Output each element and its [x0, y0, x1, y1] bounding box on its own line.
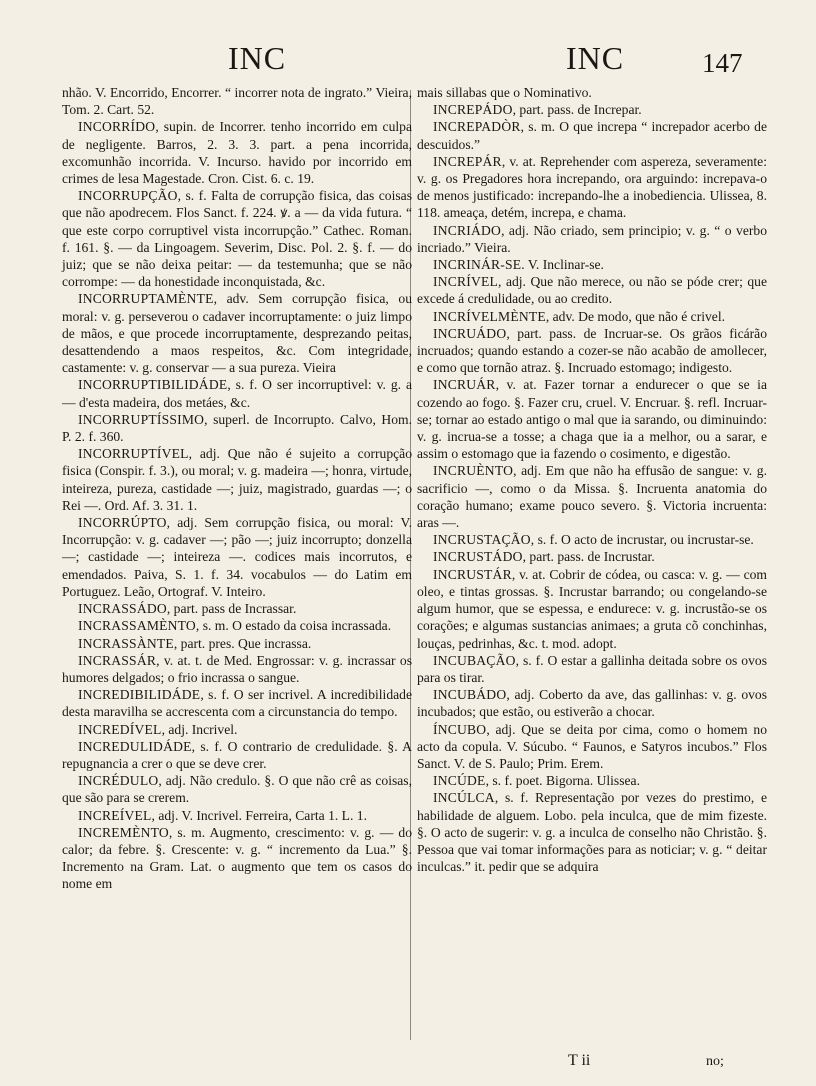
dictionary-entry	[417, 686, 767, 720]
entry-headword: INCREDÍVEL	[78, 721, 162, 737]
entry-headword: INCRUÈNTO	[433, 463, 514, 479]
entry-text: , adj. Coberto da ave, das gallinhas: v. g. ovos incubados; que estão, ou estiverão a chocar.	[417, 687, 767, 720]
entry-text: , s. f. Falta de corrupção fisica, das coisas que não apodrecem. Flos Sanct. f. 224. ꝟ. a — da vida futura. “ que este corpo corruptivel vista incorrupção.” Cathec. Roman. f. 161. §. — da Lingoagem. Severim, Disc. Pol. 2. §. f. — do juiz; que se não deixa peitar: — da testemunha; que se não corrompe: — da honestidade inconquistada, &c.	[62, 188, 412, 290]
dictionary-entry	[62, 652, 412, 686]
right-column	[417, 84, 767, 875]
entry-headword: ÍNCUBO	[433, 721, 487, 737]
entry-headword: INCRUÁDO	[433, 325, 507, 341]
left-column	[62, 84, 412, 893]
dictionary-entry	[62, 738, 412, 772]
entry-headword: INCRÍVELMÈNTE	[433, 308, 546, 324]
entry-headword: INCORRÍDO	[78, 119, 156, 135]
entry-text: , supin. de Incorrer. tenho incorrido em culpa de negligente. Barros, 2. 3. 3. part. a pena incorrida, excomunhão incorrida. V. Incurso. havido por incorrido em crimes de lesa Magestade. Cron. Cist. 6. c. 19.	[62, 119, 412, 187]
entry-headword: INCRUSTAÇÃO	[433, 532, 531, 548]
dictionary-entry	[62, 445, 412, 514]
entry-text: , s. f. poet. Bigorna. Ulissea.	[485, 773, 640, 789]
dictionary-entry	[62, 721, 412, 738]
catchword: no;	[706, 1054, 724, 1069]
entry-text: , adj. Não criado, sem principio; v. g. “ o verbo incriado.” Vieira.	[417, 222, 767, 255]
dictionary-entry	[417, 531, 767, 548]
dictionary-entry	[417, 772, 767, 789]
entry-text: , adj. Não credulo. §. O que não crê as coisas, que são para se crerem.	[62, 773, 412, 806]
entry-text: , s. f. O acto de incrustar, ou incrustar-se.	[530, 532, 754, 548]
dictionary-entry	[417, 256, 767, 273]
dictionary-entry	[62, 84, 412, 118]
entry-text: , s. f. O ser incrivel. A incredibilidade desta maravilha se accrescenta com a circunstancia do tempo.	[62, 687, 412, 720]
entry-headword: INCREPÁR	[433, 153, 502, 169]
entry-headword: INCRASSAMÈNTO	[78, 618, 196, 634]
entry-headword: INCÚDE	[433, 773, 486, 789]
entry-text: , part. pres. Que incrassa.	[173, 635, 312, 651]
dictionary-entry	[417, 566, 767, 652]
dictionary-entry	[62, 617, 412, 634]
entry-headword: INCORRUPTAMÈNTE	[78, 291, 214, 307]
entry-text: , adj. Que não merece, ou não se póde crer; que excede á credulidade, ou ao credito.	[417, 274, 767, 307]
header-left-word: INC	[228, 40, 287, 76]
dictionary-entry	[417, 308, 767, 325]
entry-text: , adj. Em que não ha effusão de sangue: v. g. sacrificio —, como o da Missa. §. Incruenta anatomia do coração humano; exame pouco severo. §. Victoria incruenta: aras —.	[417, 463, 767, 531]
dictionary-entry	[62, 187, 412, 290]
dictionary-entry	[417, 84, 767, 101]
dictionary-entry	[62, 686, 412, 720]
entry-text: mais sillabas que o Nominativo.	[417, 85, 592, 100]
entry-text: , s. m. O que increpa “ increpador acerbo de descuidos.”	[417, 119, 767, 152]
entry-text: , adv. De modo, que não é crivel.	[545, 308, 726, 324]
dictionary-entry	[62, 824, 412, 893]
entry-headword: INCREDULIDÁDE	[78, 738, 192, 754]
entry-headword: INCREDIBILIDÁDE	[78, 687, 201, 703]
entry-text: , s. m. Augmento, crescimento: v. g. — do calor; da febre. §. Crescente: v. g. “ incremento da Lua.” §. Incremento na Gram. Lat. o augmento que tem os casos do nome em	[62, 824, 412, 892]
dictionary-entry	[417, 376, 767, 462]
entry-headword: INCRUSTÁDO	[433, 549, 523, 565]
header-right-word: INC	[566, 40, 625, 76]
dictionary-entry	[417, 548, 767, 565]
entry-text: , superl. de Incorrupto. Calvo, Hom. P. 2. f. 360.	[62, 411, 412, 445]
entry-text: , part. pass. de Increpar.	[512, 102, 642, 118]
entry-text: , adj. V. Incrivel. Ferreira, Carta 1. L. 1.	[151, 807, 367, 823]
entry-text: , part. pass. de Incruar-se. Os grãos ficárão incruados; quando estando a cozer-se não acabão de amollecer, e como que tornão atraz. §. Incruado estomago; indigesto.	[417, 325, 767, 376]
dictionary-entry	[62, 635, 412, 652]
dictionary-entry	[417, 652, 767, 686]
entry-headword: INCRASSÀNTE	[78, 635, 174, 651]
entry-headword: INCRUSTÁR	[433, 566, 512, 582]
entry-headword: INCRIÁDO	[433, 222, 502, 238]
entry-headword: INCORRUPÇÃO	[78, 188, 178, 204]
entry-text: , adj. Que não é sujeito a corrupção fisica (Conspir. f. 3.), ou moral; v. g. madeira —; honra, virtude, inteireza, pureza, castidade —; juiz, magistrado, guardas —; o Rei —. Ord. Af. 3. 31. 1.	[62, 446, 412, 513]
entry-text: . V. Inclinar-se.	[521, 257, 604, 273]
entry-text: , v. at. Fazer tornar a endurecer o que se ia cozendo ao fogo. §. Fazer cru, cruel. V. Encruar. §. refl. Incruar-se; tornar ao estado antigo o mal que ia sarando, ou diminuindo: v. g. incrua-se a tosse; a chaga que ia a melhor, ou a sarar, e assim o estomago que ia fazendo o cosimento, e digestão.	[417, 377, 767, 462]
dictionary-entry	[417, 721, 767, 773]
dictionary-entry	[62, 118, 412, 187]
dictionary-entry	[417, 118, 767, 152]
entry-text: , part. pass. de Incrustar.	[522, 549, 655, 565]
entry-headword: INCREPADÒR	[433, 119, 521, 135]
entry-headword: INCUBAÇÃO	[433, 652, 516, 668]
entry-headword: INCUBÁDO	[433, 687, 507, 703]
entry-headword: INCÚLCA	[433, 790, 495, 806]
entry-headword: INCRÉDULO	[78, 773, 159, 789]
entry-text: nhão. V. Encorrido, Encorrer. “ incorrer nota de ingrato.” Vieira, Tom. 2. Cart. 52.	[62, 85, 412, 118]
dictionary-entry	[62, 772, 412, 806]
page-footer	[0, 1052, 816, 1076]
entry-text: , part. pass de Incrassar.	[166, 601, 297, 617]
dictionary-entry	[62, 290, 412, 376]
dictionary-entry	[62, 514, 412, 600]
entry-headword: INCRUÁR	[433, 377, 496, 393]
entry-headword: INCREPÁDO	[433, 102, 513, 118]
entry-headword: INCRASSÁDO	[78, 601, 167, 617]
dictionary-entry	[62, 376, 412, 410]
entry-headword: INCREMÈNTO	[78, 824, 169, 840]
entry-text: , s. f. O contrario de credulidade. §. A repugnancia a crer o que se deve crer.	[62, 738, 412, 771]
entry-text: , adj. Incrivel.	[161, 721, 238, 737]
entry-headword: INCRÍVEL	[433, 274, 499, 290]
entry-headword: INCORRUPTÍVEL	[78, 446, 189, 462]
entry-text: , v. at. t. de Med. Engrossar: v. g. incrassar os humores delgados; o frio incrassa o sangue.	[62, 652, 412, 685]
signature-mark: T ii	[568, 1052, 591, 1069]
entry-text: , adj. Sem corrupção fisica, ou moral: V. Incorrupção: v. g. cadaver —; pão —; juiz incorrupto; donzella —; castidade —; inteireza —. codices mais incorrutos, e emendados. Paiva, S. 1. f. 34. vocabulos — do Latim em Portuguez. Leão, Ortograf. V. Inteiro.	[62, 515, 412, 599]
entry-headword: INCORRUPTIBILIDÁDE	[78, 377, 228, 393]
dictionary-entry	[62, 600, 412, 617]
entry-text: , adj. Que se deita por cima, como o homem no acto da copula. V. Súcubo. “ Faunos, e Satyros incubos.” Flos Sanct. V. de S. Paulo; Prim. Erem.	[417, 721, 767, 771]
page-number: 147	[702, 48, 743, 78]
entry-headword: INCORRUPTÍSSIMO	[78, 411, 205, 427]
entry-text: , adv. Sem corrupção fisica, ou moral: v. g. perseverou o cadaver incorruptamente: o juiz limpo de mãos, e que procede incorruptamente, desprezando peitas, desattendendo a maos respeitos, &c. Com integridade, castamente: v. g. conservar — a sua pureza. Vieira	[62, 291, 412, 376]
dictionary-entry	[417, 222, 767, 256]
entry-text: , s. m. O estado da coisa incrassada.	[195, 618, 392, 634]
entry-headword: INCREÍVEL	[78, 807, 152, 823]
dictionary-entry	[62, 807, 412, 824]
entry-text: , s. f. O estar a gallinha deitada sobre os ovos para os tirar.	[417, 652, 767, 685]
dictionary-entry	[417, 101, 767, 118]
dictionary-entry	[417, 789, 767, 875]
entry-text: , s. f. O ser incorruptivel: v. g. a — d'esta madeira, dos metáes, &c.	[62, 377, 412, 410]
running-header	[0, 40, 816, 80]
dictionary-entry	[417, 273, 767, 307]
entry-headword: INCRINÁR-SE	[433, 257, 522, 273]
dictionary-entry	[417, 462, 767, 531]
entry-text: , s. f. Representação por vezes do prestimo, e habilidade de alguem. Lobo. pela inculca, que de mim fizeste. §. O acto de sugerir: v. g. a inculca de conselho não Christão. §. Pessoa que vai tomar informações para as noticiar; v. g. “ deitar inculcas.” it. pedir que se adquira	[417, 790, 767, 875]
entry-headword: INCORRÚPTO	[78, 515, 167, 531]
dictionary-entry	[62, 411, 412, 445]
entry-text: , v. at. Reprehender com aspereza, severamente: v. g. os Pregadores hora increpando, ora arguindo: increpava-o de menos justificado: increpando-lhe a inobediencia. Ulissea, 8. 118. ameaça, detém, increpa, e chama.	[417, 153, 767, 221]
entry-text: , v. at. Cobrir de códea, ou casca: v. g. — com oleo, e tintas grossas. §. Incrustar barrando; ou congelando-se algum humor, que se espessa, e endurece: v. g. incrustão-se os corações; e algumas sustancias animaes; a gruta cõ conchinhas, louças, pedrinhas, &c. t. mod. adopt.	[417, 566, 767, 651]
dictionary-entry	[417, 153, 767, 222]
entry-headword: INCRASSÁR	[78, 652, 157, 668]
dictionary-entry	[417, 325, 767, 377]
